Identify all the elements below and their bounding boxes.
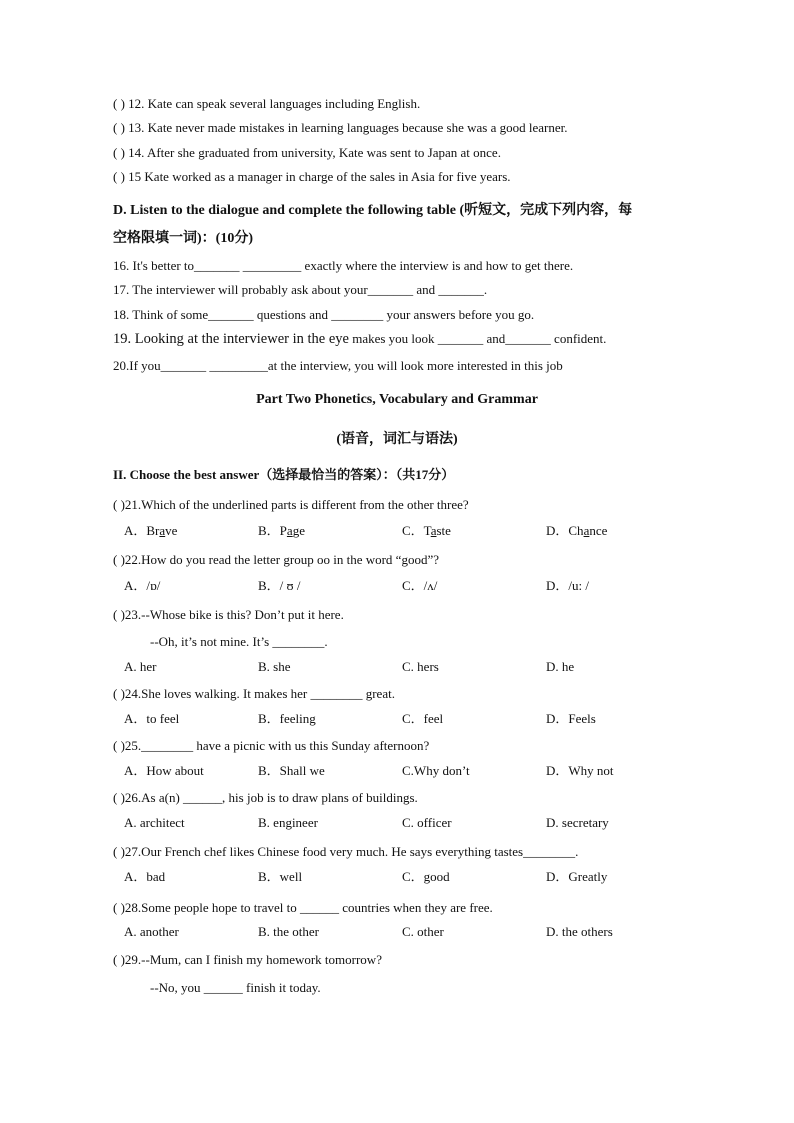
part-two-title: Part Two Phonetics, Vocabulary and Grammar (256, 392, 538, 407)
question-23-stem: ( )23.--Whose bike is this? Don’t put it here. (113, 607, 344, 622)
fill-item-19-part2: makes you look _______ and_______ confident. (348, 331, 607, 346)
option-text: D．Feels (546, 711, 596, 726)
question-29-reply: --No, you ______ finish it today. (150, 980, 321, 995)
option-text: C.Why don’t (402, 763, 470, 778)
option-text: D．Ch (546, 523, 584, 538)
fill-item-18: 18. Think of some_______ questions and ________ your answers before you go. (113, 307, 535, 322)
option-text: B．/ ʊ / (258, 578, 301, 593)
question-24-option-b (258, 711, 316, 727)
option-text: D．/u: / (546, 578, 589, 593)
part-two-subtitle: (语音，词汇与语法) (336, 432, 458, 447)
fill-item-20: 20.If you_______ _________at the interview, you will look more interested in this job (113, 358, 563, 373)
question-27-option-a (124, 869, 165, 885)
question-21-stem: ( )21.Which of the underlined parts is different from the other three? (113, 497, 469, 512)
question-28-option-d (546, 924, 613, 940)
question-22-option-d (546, 578, 589, 594)
underlined-letter: a (286, 523, 293, 538)
option-text: B．well (258, 869, 303, 884)
question-26-option-d (546, 815, 609, 831)
question-23-option-d (546, 659, 574, 675)
question-27-stem: ( )27.Our French chef likes Chinese food very much. He says everything tastes________. (113, 844, 579, 859)
tf-item-12: ( ) 12. Kate can speak several languages including English. (113, 96, 421, 111)
question-28-option-c (402, 924, 444, 940)
option-text: D. secretary (546, 815, 609, 830)
question-22-option-c (402, 578, 437, 594)
question-21-option-a (124, 523, 177, 539)
option-text: C. officer (402, 815, 452, 830)
question-27-option-c (402, 869, 450, 885)
section-ii-heading: II. Choose the best answer（选择最恰当的答案）：（共17分） (113, 467, 455, 482)
option-text: A. her (124, 659, 157, 674)
question-24-option-c (402, 711, 443, 727)
section-d-heading-2: 空格限填一词)：(10分) (113, 231, 253, 246)
option-text: A. another (124, 924, 179, 939)
question-26-stem: ( )26.As a(n) ______, his job is to draw plans of buildings. (113, 790, 418, 805)
question-28-stem: ( )28.Some people hope to travel to ______ countries when they are free. (113, 900, 493, 915)
question-21-option-c (402, 523, 451, 539)
option-text-rest: nce (589, 523, 608, 538)
tf-item-13: ( ) 13. Kate never made mistakes in learning languages because she was a good learner. (113, 120, 568, 135)
question-23-option-a (124, 659, 157, 675)
option-text: C．good (402, 869, 450, 884)
option-text: B．P (258, 523, 287, 538)
fill-item-19 (113, 331, 606, 347)
option-text: B．Shall we (258, 763, 325, 778)
option-text: C．/ʌ/ (402, 578, 438, 593)
question-23-option-b (258, 659, 291, 675)
question-22-option-b (258, 578, 301, 594)
tf-item-14: ( ) 14. After she graduated from university, Kate was sent to Japan at once. (113, 145, 501, 160)
option-text: A．Br (124, 523, 160, 538)
option-text: D. he (546, 659, 575, 674)
question-23-reply: --Oh, it’s not mine. It’s ________. (150, 634, 328, 649)
option-text: C. hers (402, 659, 439, 674)
option-text: B．feeling (258, 711, 316, 726)
option-text-rest: ge (292, 523, 305, 538)
option-text: C．feel (402, 711, 444, 726)
fill-item-17: 17. The interviewer will probably ask about your_______ and _______. (113, 282, 488, 297)
question-26-option-a (124, 815, 185, 831)
question-25-option-b (258, 763, 325, 779)
fill-item-16: 16. It's better to_______ _________ exactly where the interview is and how to get there. (113, 258, 574, 273)
question-24-option-d (546, 711, 596, 727)
option-text: C. other (402, 924, 444, 939)
option-text-rest: ste (436, 523, 451, 538)
question-27-option-d (546, 869, 607, 885)
fill-item-19-part1: 19. Looking at the interviewer in the eye (113, 331, 349, 347)
question-26-option-c (402, 815, 452, 831)
question-25-stem: ( )25.________ have a picnic with us this Sunday afternoon? (113, 738, 430, 753)
option-text: A. architect (124, 815, 185, 830)
option-text: B. engineer (258, 815, 318, 830)
option-text: B. the other (258, 924, 320, 939)
question-21-option-d (546, 523, 607, 539)
question-23-option-c (402, 659, 439, 675)
question-25-option-a (124, 763, 204, 779)
option-text: A．bad (124, 869, 166, 884)
question-29-stem: ( )29.--Mum, can I finish my homework tomorrow? (113, 952, 382, 967)
option-text: D．Why not (546, 763, 614, 778)
underlined-letter: a (159, 523, 166, 538)
option-text-rest: ve (165, 523, 178, 538)
option-text: B. she (258, 659, 291, 674)
question-21-option-b (258, 523, 305, 539)
question-24-option-a (124, 711, 179, 727)
option-text: D. the others (546, 924, 613, 939)
question-27-option-b (258, 869, 302, 885)
question-25-option-d (546, 763, 614, 779)
question-25-option-c (402, 763, 470, 779)
option-text: A．to feel (124, 711, 180, 726)
option-text: A．/ɒ/ (124, 578, 161, 593)
question-28-option-b (258, 924, 319, 940)
question-24-stem: ( )24.She loves walking. It makes her ________ great. (113, 686, 395, 701)
underlined-letter: a (430, 523, 437, 538)
tf-item-15: ( ) 15 Kate worked as a manager in charge of the sales in Asia for five years. (113, 169, 511, 184)
option-text: D．Greatly (546, 869, 608, 884)
question-22-option-a (124, 578, 160, 594)
option-text: A．How about (124, 763, 204, 778)
underlined-letter: a (583, 523, 590, 538)
option-text: C．T (402, 523, 431, 538)
question-26-option-b (258, 815, 318, 831)
question-22-stem: ( )22.How do you read the letter group oo in the word “good”? (113, 552, 439, 567)
section-d-heading-1: D. Listen to the dialogue and complete the following table (听短文，完成下列内容，每 (113, 203, 633, 218)
question-28-option-a (124, 924, 179, 940)
